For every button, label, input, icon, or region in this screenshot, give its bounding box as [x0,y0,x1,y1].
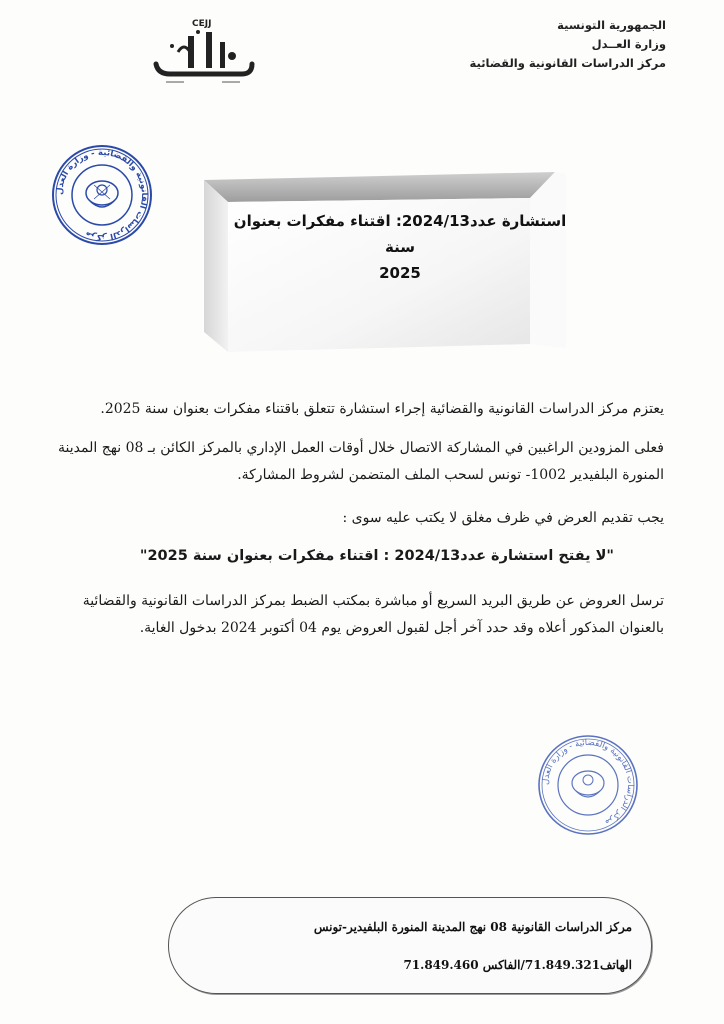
cejj-logo [148,12,260,92]
envelope-label: "لا يفتح استشارة عدد2024/13 : اقتناء مفكرات بعنوان سنة 2025" [139,548,614,564]
footer-address: مركز الدراسات القانونية 08 نهج المدينة المنورة البلفيدير-تونس [313,920,632,934]
paragraph-suppliers: فعلى المزودين الراغبين في المشاركة الاتصال خلال أوقات العمل الإداري بالمركز الكائن بـ 08 نهج المدينة المنورة البلفيدير 1002- تونس لسحب الملف المتضمن لشروط المشاركة. [58,440,664,483]
paragraph-intent: يعتزم مركز الدراسات القانونية والقضائية إجراء استشارة تتعلق باقتناء مفكرات بعنوان سنة 2025. [100,401,664,417]
title-line-1: استشارة عدد2024/13: اقتناء مفكرات بعنوان سنة [233,212,567,256]
title-line-2: 2025 [379,264,421,282]
consultation-title [220,208,580,286]
stamp-ring-text-bottom: مركز الدراسات القانونية والقضائية - وزارة العدل [540,737,636,828]
footer-phone-fax: الهاتف71.849.321/الفاكس 71.849.460 [403,958,632,972]
ministry-name: وزارة العــدل [591,37,666,51]
stamp-ring-text: مركز الدراسات القانونية والقضائية - وزارة العدل [54,147,150,243]
footer-contact-box [168,897,652,994]
country-name: الجمهورية التونسية [557,18,666,32]
paragraph-deadline: ترسل العروض عن طريق البريد السريع أو مباشرة بمكتب الضبط بمركز الدراسات القانونية والقضائية بالعنوان المذكور أعلاه وقد حدد آخر أجل لقبول العروض يوم 04 أكتوبر 2024 بدخول الغاية. [82,593,664,636]
header-block [406,16,666,73]
center-name: مركز الدراسات القانونية والقضائية [469,56,666,70]
svg-text:مركز الدراسات القانونية والقضا [541,738,635,828]
logo-acronym: CEJJ [192,19,212,29]
paragraph-envelope: يجب تقديم العرض في ظرف مغلق لا يكتب عليه سوى : [342,510,664,526]
official-stamp-bottom [536,733,640,837]
official-stamp [50,143,154,247]
